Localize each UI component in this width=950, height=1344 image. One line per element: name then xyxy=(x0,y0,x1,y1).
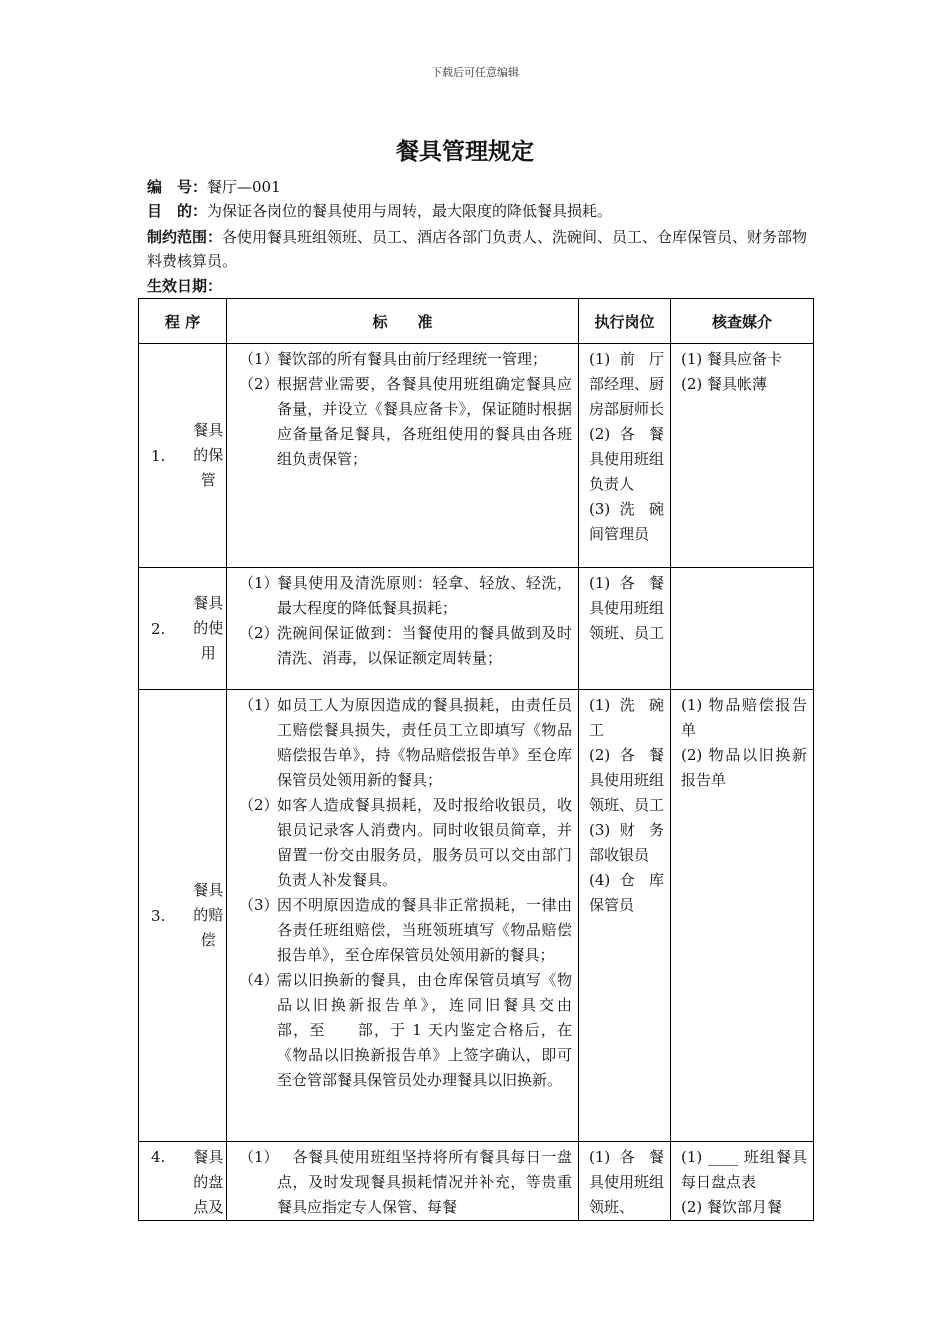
standard-item xyxy=(239,372,572,472)
media-item: (1) 餐具应备卡 xyxy=(681,350,783,368)
media-item: (2) 餐具帐薄 xyxy=(681,375,768,393)
scope-label: 制约范围： xyxy=(147,228,223,246)
standard-item-label: （1） xyxy=(239,1148,279,1166)
regulation-table xyxy=(138,298,814,1221)
standard-item-text: 根据营业需要，各餐具使用班组确定餐具应备量，并设立《餐具应备卡》，保证随时根据应备量备足餐具，各班组使用的餐具由各班组负责保管； xyxy=(277,375,572,468)
standard-item-text: 因不明原因造成的餐具非正常损耗，一律由各责任班组赔偿，当班领班填写《物品赔偿报告单》，至仓库保管员处领用新的餐具； xyxy=(277,896,572,964)
header-media: 核查媒介 xyxy=(671,299,814,344)
standard-item xyxy=(239,793,572,893)
meta-code xyxy=(147,175,815,199)
procedure-cell xyxy=(139,344,227,568)
meta-scope xyxy=(147,225,815,273)
standard-cell xyxy=(227,1142,579,1221)
header-post: 执行岗位 xyxy=(579,299,671,344)
code-value: 餐厅—001 xyxy=(207,178,281,196)
table-row xyxy=(139,690,814,1142)
table-header-row xyxy=(139,299,814,344)
standard-item xyxy=(239,621,572,671)
standard-item xyxy=(239,693,572,793)
standard-item-text: 如客人造成餐具损耗，及时报给收银员，收银员记录客人消费内。同时收银员简章，并留置一份交由服务员，服务员可以交由部门负责人补发餐具。 xyxy=(277,796,572,889)
media-item: (2) 餐饮部月餐 xyxy=(681,1198,783,1216)
post-item: (1) 各 餐具使用班组领班、员工 xyxy=(589,574,665,642)
standard-item xyxy=(239,893,572,968)
standard-item-label: （1） xyxy=(239,350,279,368)
code-label: 编 号： xyxy=(147,178,208,196)
standard-item-label: （2） xyxy=(239,624,279,642)
procedure-cell xyxy=(139,1142,227,1221)
procedure-number: 3. xyxy=(151,906,166,925)
media-cell xyxy=(671,1142,814,1221)
procedure-number: 4. xyxy=(151,1148,166,1166)
media-item: (1) 物品赔偿报告单 xyxy=(681,696,807,739)
table-row xyxy=(139,344,814,568)
post-cell xyxy=(579,1142,671,1221)
procedure-name: 餐具的使用 xyxy=(193,594,224,662)
procedure-name: 餐具的保管 xyxy=(193,421,224,489)
purpose-value: 为保证各岗位的餐具使用与周转，最大限度的降低餐具损耗。 xyxy=(207,202,613,220)
procedure-cell xyxy=(139,690,227,1142)
media-cell xyxy=(671,690,814,1142)
standard-item-label: （1） xyxy=(239,574,279,592)
standard-item-text: 各餐具使用班组坚持将所有餐具每日一盘点，及时发现餐具损耗情况并补充，等贵重餐具应指定专人保管、每餐 xyxy=(277,1148,572,1216)
standard-cell xyxy=(227,690,603,1142)
procedure-number: 1. xyxy=(151,446,166,465)
post-item: (2) 各 餐具使用班组负责人 xyxy=(589,425,665,493)
media-item: (1) ____ 班组餐具每日盘点表 xyxy=(681,1148,807,1191)
media-cell xyxy=(671,568,814,690)
media-item: (2) 物品以旧换新报告单 xyxy=(681,746,807,789)
standard-item-text: 洗碗间保证做到：当餐使用的餐具做到及时清洗、消毒，以保证额定周转量； xyxy=(277,624,572,667)
date-label: 生效日期： xyxy=(147,277,223,295)
standard-item xyxy=(239,571,572,621)
standard-item-label: （3） xyxy=(239,896,279,914)
standard-item-text: 餐饮部的所有餐具由前厅经理统一管理； xyxy=(277,350,548,368)
post-cell xyxy=(579,690,671,1142)
procedure-number: 2. xyxy=(151,619,166,638)
standard-item xyxy=(239,1145,572,1220)
purpose-label: 目 的： xyxy=(147,202,208,220)
standard-cell xyxy=(227,568,579,690)
header-note: 下载后可任意编辑 xyxy=(431,66,519,79)
standard-item-label: （1） xyxy=(239,696,279,714)
procedure-name: 餐具的赔偿 xyxy=(193,881,224,949)
media-cell xyxy=(671,344,814,568)
standard-item xyxy=(239,968,603,1093)
standard-item-text: 如员工人为原因造成的餐具损耗，由责任员工赔偿餐具损失，责任员工立即填写《物品赔偿报告单》，持《物品赔偿报告单》至仓库保管员处领用新的餐具； xyxy=(277,696,572,789)
scope-value: 各使用餐具班组领班、员工、酒店各部门负责人、洗碗间、员工、仓库保管员、财务部物料费核算员。 xyxy=(147,228,808,270)
standard-item-label: （4） xyxy=(239,971,279,989)
post-item: (1) 洗 碗工 xyxy=(589,696,664,739)
standard-cell xyxy=(227,344,579,568)
procedure-name: 餐具的盘点及 xyxy=(193,1148,224,1216)
post-cell xyxy=(579,344,671,568)
document-title: 餐具管理规定 xyxy=(396,139,534,165)
standard-item xyxy=(239,347,572,372)
standard-item-text: 餐具使用及清洗原则：轻拿、轻放、轻洗，最大程度的降低餐具损耗； xyxy=(277,574,572,617)
post-item: (3) 财 务部收银员 xyxy=(589,821,664,864)
standard-item-label: （2） xyxy=(239,375,279,393)
header-standard: 标 准 xyxy=(227,299,579,344)
post-cell xyxy=(579,568,671,690)
meta-date xyxy=(147,274,815,298)
table-row xyxy=(139,568,814,690)
standard-item-label: （2） xyxy=(239,796,279,814)
header-procedure: 程 序 xyxy=(139,299,227,344)
post-item: (3) 洗 碗间管理员 xyxy=(589,500,664,543)
table-row xyxy=(139,1142,814,1221)
procedure-cell xyxy=(139,568,227,690)
post-item: (4) 仓 库保管员 xyxy=(589,871,664,914)
standard-item-text: 需以旧换新的餐具，由仓库保管员填写《物品以旧换新报告单》，连同旧餐具交由 部，至 部，于 1 天内鉴定合格后，在《物品以旧换新报告单》上签字确认，即可至仓管部餐具保管员处办理餐具以旧换新。 xyxy=(277,971,603,1089)
post-item: (1) 前 厅部经理、厨房部厨师长 xyxy=(589,350,665,418)
post-item: (1) 各 餐具使用班组领班、 xyxy=(589,1148,665,1216)
meta-purpose xyxy=(147,199,815,223)
post-item: (2) 各 餐具使用班组领班、员工 xyxy=(589,746,665,814)
